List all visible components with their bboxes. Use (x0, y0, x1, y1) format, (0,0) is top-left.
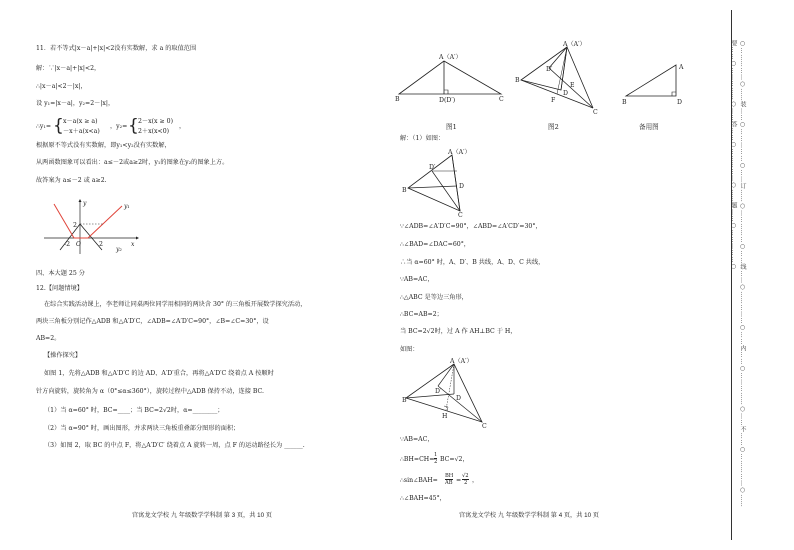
frac-half-num: 1 (434, 452, 438, 458)
q12-part-2: （2）当 α=90° 时，画出图形，并求两块三角板重叠部分图形的面积； (44, 425, 240, 432)
fig5-altitude-ah (446, 364, 454, 410)
fig3-label-B: B (622, 99, 627, 106)
bh-suffix: BC=√2， (440, 456, 469, 463)
left-footer: 宫寓龙文学校 九 年级数学学科制 第 3 页，共 10 页 (132, 512, 272, 519)
fig2-label-D: D (563, 90, 568, 97)
q12-para-5: 针方向旋转，旋转角为 α（0°≤α≤360°），旋转过程中△ADB 保持不动，连接 BC. (36, 388, 265, 395)
right-line-12: ∴∠BAH=45°， (400, 495, 446, 502)
brace-1: { (53, 116, 64, 136)
question-11: 11．若不等式|x－a|+|x|<2没有实数解，求 a 的取值范围 (36, 45, 197, 52)
fig2-label-C: C (593, 109, 598, 116)
q12-part-1: （1）当 α=60° 时，BC=____；当 BC=2√2时，α=________； (44, 407, 224, 414)
fig4-label-A: A（A′） (448, 149, 471, 156)
fig5-label-D: D (456, 395, 461, 402)
right-line-8: 如图： (400, 346, 419, 353)
right-solution-head: 解：（1）如图： (400, 135, 445, 142)
figure-1 (395, 52, 510, 112)
piecewise-end: ， (179, 123, 186, 130)
right-line-1: ∵∠ADB=∠A′D′C=90°，∠ABD=∠A′CD′=30°， (400, 223, 542, 230)
fig2-caption: 图2 (548, 123, 559, 131)
x-tick-neg2: -2 (64, 241, 71, 248)
y2-case-2: 2＋x(x<0) (138, 128, 170, 135)
solution-line-5: 根据原不等式没有实数解，即y₁<y₂没有实数解， (36, 142, 171, 149)
frac-bh: BH (445, 473, 454, 479)
y-label: y (83, 200, 87, 207)
q12-para-2: 两块三角板分别记作△ADB 和△A′D′C，∠ADB=∠A′D′C=90°，∠B=∠C=30°，设 (36, 318, 269, 325)
fig5-label-H: H (442, 413, 448, 420)
figure-2 (515, 40, 605, 118)
question-12: 12.【问题情境】 (36, 285, 83, 292)
solution-line-7: 故答案为 a≤－2 或 a≥2. (36, 177, 107, 184)
fig4-label-B: B (402, 187, 407, 194)
right-line-7: 当 BC=2√2时，过 A 作 AH⊥BC 于 H， (400, 328, 517, 335)
fig4-label-D: D (459, 183, 464, 190)
fig2-label-F: F (551, 97, 556, 104)
solution-line-3: 设 y₁=|x－a|，y₂=2－|x|， (36, 100, 115, 107)
solution-line-1: 解：∵|x－a|+|x|<2， (36, 65, 101, 72)
fig1-label-C: C (499, 96, 504, 103)
fig1-label-A: A（A′） (439, 54, 462, 61)
q12-para-3: AB=2。 (36, 335, 61, 342)
y1-case-2: －x＋a(x<a) (63, 128, 100, 135)
frac-ab: AB (445, 480, 453, 486)
q12-para-1: 在综合实践活动课上，李老师让同桌两位同学用相同的两块含 30° 的三角板开展数学探究活动， (44, 301, 307, 308)
section-4-heading: 四、本大题 25 分 (36, 270, 85, 277)
figure-3 (622, 60, 692, 110)
right-footer: 宫寓龙文学校 九 年级数学学科制 第 4 页，共 10 页 (459, 512, 599, 519)
right-line-3: ∴当 α=60° 时，A、D′、B 共线，A、D、C 共线， (400, 259, 545, 266)
fig4-label-C: C (458, 212, 463, 219)
fig4-label-Dp: D′ (429, 164, 436, 171)
fig5-label-Dp: D′ (435, 388, 442, 395)
fig5-label-C: C (482, 423, 487, 430)
sin-eq: = (456, 477, 462, 484)
fig3-right-angle (672, 92, 676, 96)
fig2-segment-af (557, 47, 567, 94)
right-line-9: ∵AB=AC， (400, 436, 434, 443)
solution-line-6: 从两函数图象可以看出：a≤－2或a≥2时，y₁的图象在y₂的图象上方。 (36, 159, 229, 166)
right-line-5: ∴△ABC 是等边三角形， (400, 294, 468, 301)
solution-line-2: ∴|x－a|<2－|x|， (36, 83, 87, 90)
fig1-caption: 图1 (446, 123, 457, 131)
bh-prefix: ∴BH=CH= (400, 456, 435, 463)
fig5-segment-adp (438, 364, 454, 386)
frac-sqrt2: √2 (462, 473, 469, 479)
fig3-label-D: D (677, 99, 682, 106)
frac-half-den: 2 (434, 459, 438, 465)
fig4-segment-bd (408, 186, 457, 188)
q12-para-4: 如图 1，先将△ADB 和△A′D′C 的边 AD、A′D′重合，再将△A′D′C 绕着点 A 按顺时 (44, 370, 274, 377)
x-label: x (131, 241, 135, 248)
fig2-label-B: B (515, 77, 520, 84)
fig3-triangle (626, 65, 676, 96)
fig1-label-B: B (395, 96, 400, 103)
right-line-2: ∴∠BAD=∠DAC=60°， (400, 241, 470, 248)
frac-two: 2 (464, 480, 468, 486)
y1-label: y₁ (124, 203, 130, 210)
fig5-segment-bd (406, 394, 454, 398)
y2-prefix: ，y₂= (110, 123, 128, 130)
fig2-triangle-adc (549, 47, 593, 108)
fig3-caption: 备用图 (639, 123, 659, 131)
origin-label: O (76, 241, 81, 248)
fig2-label-A: A（A′） (563, 41, 586, 48)
y2-label: y₂ (116, 246, 122, 253)
binding-margin-text: ○……………○……装……○……………○……订……○……………○……线……○……………○……内……○……………○……不……○……………○……要……○……………○……答……○……………○……题……○……………○ (730, 40, 746, 508)
y-axis-arrow (79, 199, 82, 202)
function-graph (44, 198, 144, 258)
fig2-triangle-abd (521, 47, 567, 90)
q12-part-3: （3）如图 2，取 BC 的中点 F，将△A′D′C′ 绕着点 A 旋转一周，点 F 的运动路径长为 ______. (44, 442, 305, 449)
sin-prefix: ∴sin∠BAH= (400, 477, 438, 484)
x-tick-2: 2 (99, 241, 103, 248)
right-line-6: ∴BC=AB=2； (400, 311, 443, 318)
fig1-triangle (399, 61, 501, 94)
piecewise-prefix: ∴y₁= (36, 123, 52, 130)
sin-suffix: ， (472, 477, 479, 484)
y1-case-1: x－a(x ≥ a) (63, 118, 98, 125)
fig2-label-E: E (570, 82, 575, 89)
brace-2: { (128, 116, 139, 136)
y1-left-branch (54, 204, 74, 238)
y1-right-branch (74, 206, 122, 238)
operation-heading: 【操作探究】 (44, 352, 82, 359)
fig1-right-angle (444, 90, 448, 94)
fig1-label-D: D(D′) (439, 97, 456, 104)
fig5-label-A: A（A′） (450, 358, 473, 365)
fig3-label-A: A (679, 64, 684, 71)
right-line-4: ∵AB=AC， (400, 276, 434, 283)
figure-5 (402, 356, 492, 430)
y2-case-1: 2－x(x ≥ 0) (138, 118, 173, 125)
y-tick-2: 2 (73, 222, 77, 229)
x-axis-arrow (136, 237, 139, 240)
figure-4 (402, 148, 477, 218)
fig2-label-Dp: D′ (546, 66, 553, 73)
fig5-label-B: B (402, 397, 407, 404)
